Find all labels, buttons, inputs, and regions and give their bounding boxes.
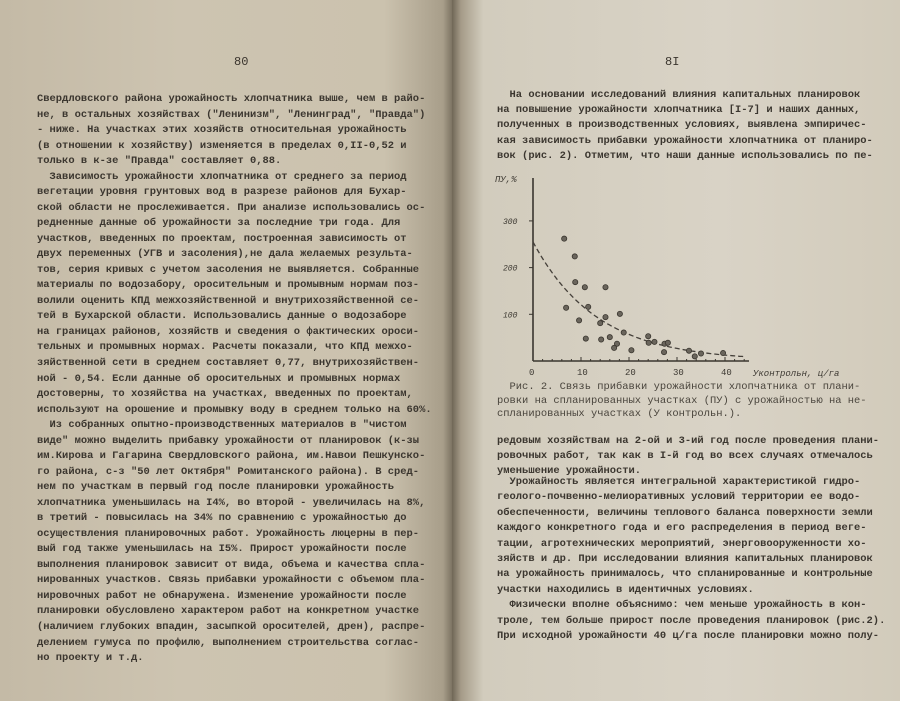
text-line: Из собранных опытно-производственных материалов в "чистом bbox=[37, 419, 407, 432]
data-point bbox=[646, 340, 651, 345]
data-point bbox=[629, 348, 634, 353]
text-line: в третий - повысилась на 34% по сравнению с урожайностью до bbox=[37, 512, 407, 525]
text-line: При исходной урожайности 40 ц/га после планировки можно полу- bbox=[497, 630, 880, 642]
data-point bbox=[562, 236, 567, 241]
text-line: вый год также уменьшилась на I5%. Прирост урожайности после bbox=[37, 543, 407, 556]
data-point bbox=[612, 345, 617, 350]
text-line: (наличием глубоких впадин, засыпкой оросителей, дрен), распре- bbox=[37, 621, 426, 634]
x-tick-label: 10 bbox=[577, 368, 588, 378]
text-line: тельных и промывных нормах. Расчеты показали, что КПД межхо- bbox=[37, 341, 413, 354]
text-line: хлопчатника уменьшилась на I4%, во второй - увеличилась на 8%, bbox=[37, 496, 426, 509]
text-line: ской области не прослеживается. При анализе использовались ос- bbox=[37, 201, 426, 214]
text-line: нировочных работ не обнаружена. Изменение урожайности после bbox=[37, 589, 407, 602]
text-line: волили оценить КПД межхозяйственной и внутрихозяйственной се- bbox=[37, 294, 420, 307]
text-line: - ниже. На участках этих хозяйств относительная урожайность bbox=[37, 124, 407, 137]
text-line: редненные данные об урожайности за последние три года. Для bbox=[37, 217, 401, 230]
text-line: уменьшение урожайности. bbox=[497, 465, 642, 477]
text-line: вок (рис. 2). Отметим, что наши данные использовались по пе- bbox=[497, 149, 873, 162]
text-line: обеспеченности, величины теплового баланса поверхности земли bbox=[497, 506, 873, 519]
text-line: делением гумуса по профилю, выполнением строительства соглас- bbox=[37, 636, 420, 649]
data-point bbox=[582, 285, 587, 290]
text-line: полученных в производственных условиях, выявлена эмпиричес- bbox=[497, 119, 867, 132]
text-line: на повышение урожайности хлопчатника [I-7] и наших данных, bbox=[497, 104, 861, 117]
text-line: осуществления планировочных работ. Урожайность люцерны в пер- bbox=[37, 527, 420, 540]
text-line: зяйств и др. При исследовании влияния капитальных планировок bbox=[497, 553, 873, 565]
x-tick-label: 20 bbox=[625, 368, 636, 378]
data-point bbox=[621, 330, 626, 335]
data-point bbox=[573, 279, 578, 284]
text-line: вегетации уровня грунтовых вод в разрезе районов для Бухар- bbox=[37, 186, 407, 199]
data-point bbox=[598, 321, 603, 326]
text-line: Рис. 2. Связь прибавки урожайности хлопчатника от плани- bbox=[497, 381, 861, 393]
text-line: геолого-почвенно-мелиоративных условий территории ее водо- bbox=[497, 491, 861, 504]
trend-curve bbox=[533, 242, 744, 357]
text-line: выполнения планировок зависит от вида, объема и качества спла- bbox=[37, 558, 426, 571]
y-tick-label: 300 bbox=[503, 217, 518, 227]
text-line: не, в остальных хозяйствах ("Ленинизм", "Ленинград", "Правда") bbox=[37, 108, 426, 121]
data-point bbox=[617, 311, 622, 316]
y-axis-label: ПУ,% bbox=[495, 175, 517, 185]
text-line: зяйственной сети в среднем составляет 0,77, внутрихозяйствен- bbox=[37, 357, 420, 369]
data-point bbox=[646, 334, 651, 339]
text-line: материалы по водозабору, оросительным и промывным нормам поз- bbox=[37, 279, 420, 292]
text-line: (в отношении к хозяйству) изменяется в пределах 0,II-0,52 и bbox=[37, 139, 407, 152]
text-line: тов, серия кривых с учетом засоления не выявляется. Собранные bbox=[37, 263, 420, 276]
text-line: троле, тем больше прирост после проведения планировок (рис.2). bbox=[497, 614, 886, 627]
text-line: тей в Бухарской области. Использовались данные о водозаборе bbox=[37, 310, 407, 323]
text-line: Урожайность является интегральной характеристикой гидро- bbox=[497, 476, 861, 488]
text-line: го района, с-з "50 лет Октября" Ромитанского района). В сред- bbox=[37, 465, 420, 478]
data-point bbox=[576, 318, 581, 323]
text-line: редовым хозяйствам на 2-ой и 3-ий год после проведения плани- bbox=[497, 435, 880, 447]
text-line: только в к-зе "Правда" составляет 0,88. bbox=[37, 155, 282, 168]
x-tick-label: 30 bbox=[673, 368, 684, 378]
text-line: достоверны, то хозяйства на участках, введенных по проектам, bbox=[37, 388, 413, 401]
y-tick-label: 100 bbox=[503, 311, 518, 321]
figure-2-scatter-chart bbox=[470, 160, 870, 380]
text-line: ровки на спланированных участках (ПУ) с урожайностью на не- bbox=[497, 394, 867, 407]
text-line: двух переменных (УГВ и засоления),не дала желаемых результа- bbox=[37, 248, 413, 261]
text-line: участков, введенных по проектам, построенная зависимость от bbox=[37, 232, 407, 245]
data-point bbox=[652, 339, 657, 344]
data-point bbox=[603, 285, 608, 290]
x-tick-label: 40 bbox=[721, 368, 732, 378]
data-point bbox=[599, 337, 604, 342]
text-line: планировки обусловлено характером работ на конкретном участке bbox=[37, 605, 420, 618]
data-point bbox=[583, 336, 588, 341]
text-line: кая зависимость прибавки урожайности хлопчатника от планиро- bbox=[497, 134, 873, 147]
text-line: нированных участков. Связь прибавки урожайности с объемом пла- bbox=[37, 574, 426, 587]
data-point bbox=[698, 351, 703, 356]
text-line: виде" можно выделить прибавку урожайности от планировок (к-зы bbox=[37, 434, 420, 447]
data-point bbox=[661, 350, 666, 355]
data-point bbox=[586, 304, 591, 309]
data-point bbox=[603, 315, 608, 320]
data-point bbox=[572, 254, 577, 259]
text-line: участки находились в идентичных условиях. bbox=[497, 583, 754, 596]
text-line: спланированных участках (У контрольн.). bbox=[497, 408, 742, 420]
text-line: тации, агротехнических мероприятий, энерговооруженности хо- bbox=[497, 537, 867, 550]
data-point bbox=[720, 350, 725, 355]
y-tick-label: 200 bbox=[503, 264, 518, 274]
text-line: но проекту и т.д. bbox=[37, 652, 144, 665]
x-tick-label: 0 bbox=[529, 368, 535, 378]
data-point bbox=[564, 305, 569, 310]
x-axis-label: Уконтрольн, ц/га bbox=[753, 369, 840, 379]
text-line: на границах районов, хозяйств и сведения о фактических ороси- bbox=[37, 325, 420, 338]
text-line: Свердловского района урожайность хлопчатника выше, чем в райо- bbox=[37, 93, 426, 105]
page-number: 80 bbox=[234, 55, 249, 69]
page-number: 8I bbox=[665, 55, 680, 69]
data-point bbox=[692, 354, 697, 359]
text-line: каждого конкретного года и его распределения в период веге- bbox=[497, 522, 867, 535]
text-line: им.Кирова и Гагарина Свердловского района, им.Навои Пешкунско- bbox=[37, 450, 426, 463]
text-line: используют на орошение и промывку воду в среднем только на 60%. bbox=[37, 403, 432, 416]
text-line: Зависимость урожайности хлопчатника от среднего за период bbox=[37, 170, 407, 183]
data-point bbox=[686, 348, 691, 353]
text-line: Физически вполне объяснимо: чем меньше урожайность в кон- bbox=[497, 599, 867, 612]
text-line: ной - 0,54. Если данные об оросительных и промывных нормах bbox=[37, 372, 401, 385]
data-point bbox=[665, 340, 670, 345]
text-line: нем по участкам в первый год после планировки урожайность bbox=[37, 481, 395, 494]
text-line: На основании исследований влияния капитальных планировок bbox=[497, 89, 861, 101]
text-line: на урожайность принималось, что спланированные и контрольные bbox=[497, 568, 873, 581]
text-line: ровочных работ, так как в I-й год во всех случаях отмечалось bbox=[497, 450, 873, 462]
data-point bbox=[607, 335, 612, 340]
